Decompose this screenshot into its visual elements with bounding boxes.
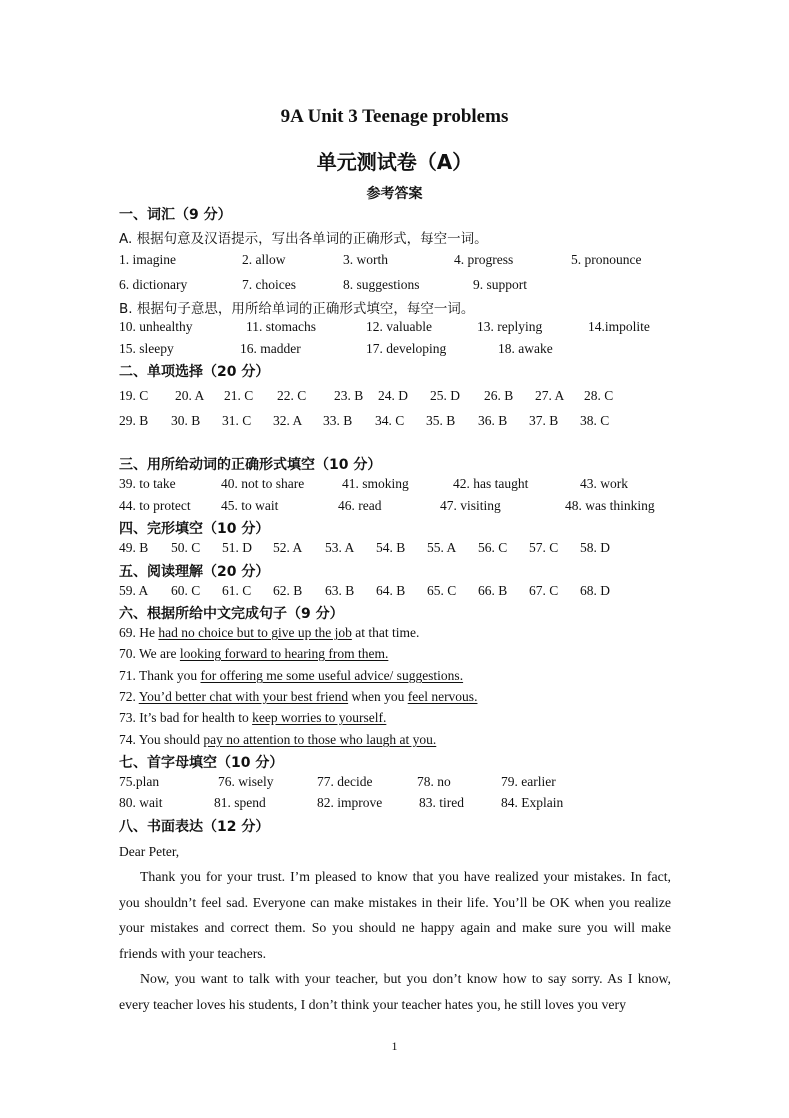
section-heading-cloze: 四、完形填空（10 分） [119,521,270,537]
sentence-answer: keep worries to yourself. [252,710,387,725]
answer-item: 34. C [375,413,405,428]
answer-item: 20. A [175,388,205,403]
answer-item: 50. C [171,540,201,555]
answer-item: 65. C [427,583,457,598]
instruction-part-b: B. 根据句子意思，用所给单词的正确形式填空，每空一词。 [119,301,475,317]
answer-item: 67. C [529,583,559,598]
answer-item: 44. to protect [119,498,191,513]
answer-item: 36. B [478,413,508,428]
sentence-text: 71. Thank you [119,668,201,683]
doc-subtitle: 单元测试卷（A） [316,150,473,174]
answer-item: 64. B [376,583,406,598]
answer-item: 29. B [119,413,149,428]
section-heading-verbs: 三、用所给动词的正确形式填空（10 分） [119,457,382,473]
answer-item: 76. wisely [218,774,274,789]
sentence-text: 74. You should [119,732,204,747]
answer-item: 83. tired [419,795,464,810]
answer-item: 5. pronounce [571,252,642,267]
answer-item: 59. A [119,583,149,598]
section-heading-sentences: 六、根据所给中文完成句子（9 分） [119,606,344,622]
answer-item: 55. A [427,540,457,555]
answer-item: 62. B [273,583,303,598]
answer-item: 24. D [378,388,408,403]
sentence-72 [119,689,477,705]
answer-item: 6. dictionary [119,277,188,292]
answer-item: 57. C [529,540,559,555]
instruction-part-a: A. 根据句意及汉语提示，写出各单词的正确形式，每空一词。 [119,231,488,247]
answer-item: 3. worth [343,252,388,267]
sentence-answer: You’d better chat with your best friend [138,689,349,704]
answer-item: 54. B [376,540,406,555]
letter-salutation: Dear Peter, [119,844,180,859]
answer-item: 53. A [325,540,355,555]
answer-item: 35. B [426,413,456,428]
answer-item: 37. B [529,413,559,428]
answer-item: 16. madder [240,341,301,356]
section-heading-reading: 五、阅读理解（20 分） [119,564,270,580]
answer-item: 13. replying [477,319,543,334]
answer-item: 61. C [222,583,252,598]
answer-item: 33. B [323,413,353,428]
answer-item: 9. support [473,277,527,292]
answer-item: 39. to take [119,476,176,491]
answer-item: 66. B [478,583,508,598]
answer-item: 19. C [119,388,149,403]
answer-item: 21. C [224,388,254,403]
answer-item: 27. A [535,388,565,403]
answer-item: 63. B [325,583,355,598]
answer-item: 28. C [584,388,614,403]
answer-item: 17. developing [366,341,447,356]
page-number: 1 [391,1039,398,1053]
answer-item: 81. spend [214,795,266,810]
answer-item: 25. D [430,388,460,403]
sentence-text: 70. We are [119,646,180,661]
answer-item: 48. was thinking [565,498,655,513]
sentence-74 [119,732,436,748]
doc-title: 9A Unit 3 Teenage problems [280,106,509,127]
sentence-text: 73. It’s bad for health to [119,710,253,725]
sentence-answer: feel nervous. [407,689,478,704]
answer-item: 18. awake [498,341,553,356]
answer-item: 68. D [580,583,610,598]
sentence-71 [119,668,463,684]
answer-item: 47. visiting [440,498,501,513]
letter-paragraph: Now, you want to talk with your teacher, but you don’t know how to say sorry. As I know, every teacher loves his students, I don’t think your teacher hates you, he still loves you very [119,971,671,1012]
answer-item: 43. work [580,476,628,491]
answer-key-label: 参考答案 [366,186,423,202]
answer-item: 38. C [580,413,610,428]
sentence-text: 72. [119,689,139,704]
section-heading-vocab: 一、词汇（9 分） [119,207,232,223]
answer-item: 75.plan [119,774,160,789]
letter-paragraph: Thank you for your trust. I’m pleased to know that you have realized your mistakes. In fact, you shouldn’t feel sad. Everyone can make mistakes in their life. You’ll be OK when you realize your mistakes and correct them. So you should ne happy again and make sure you will make friends with your teachers. [119,869,671,961]
answer-item: 1. imagine [119,252,176,267]
sentence-answer: for offering me some useful advice/ suggestions. [200,668,464,683]
answer-item: 82. improve [317,795,383,810]
sentence-70 [119,646,388,662]
section-heading-choice: 二、单项选择（20 分） [119,364,270,380]
answer-item: 31. C [222,413,252,428]
answer-item: 15. sleepy [119,341,174,356]
answer-item: 23. B [334,388,364,403]
answer-item: 51. D [222,540,252,555]
answer-item: 32. A [273,413,303,428]
sentence-answer: had no choice but to give up the job [158,625,352,640]
answer-item: 12. valuable [366,319,432,334]
answer-item: 56. C [478,540,508,555]
section-heading-writing: 八、书面表达（12 分） [119,819,270,835]
answer-item: 45. to wait [221,498,279,513]
sentence-text: when you [348,689,408,704]
answer-item: 7. choices [242,277,296,292]
answer-item: 4. progress [454,252,514,267]
answer-item: 40. not to share [221,476,305,491]
letter-body [119,864,671,1017]
answer-item: 49. B [119,540,149,555]
answer-item: 2. allow [242,252,286,267]
sentence-answer: looking forward to hearing from them. [179,646,389,661]
answer-item: 58. D [580,540,610,555]
answer-item: 26. B [484,388,514,403]
answer-item: 60. C [171,583,201,598]
section-heading-initials: 七、首字母填空（10 分） [119,755,284,771]
answer-item: 42. has taught [453,476,529,491]
answer-item: 80. wait [119,795,163,810]
answer-item: 46. read [338,498,382,513]
answer-item: 10. unhealthy [119,319,193,334]
answer-item: 11. stomachs [246,319,316,334]
answer-item: 14.impolite [588,319,650,334]
answer-item: 52. A [273,540,303,555]
sentence-73 [119,710,386,726]
sentence-answer: pay no attention to those who laugh at you. [203,732,437,747]
answer-item: 77. decide [317,774,373,789]
answer-item: 84. Explain [501,795,564,810]
answer-item: 8. suggestions [343,277,420,292]
answer-item: 78. no [417,774,451,789]
answer-item: 41. smoking [342,476,409,491]
answer-item: 22. C [277,388,307,403]
sentence-text: at that time. [351,625,420,640]
answer-item: 79. earlier [501,774,556,789]
sentence-text: 69. He [119,625,159,640]
answer-item: 30. B [171,413,201,428]
sentence-69 [119,625,419,641]
